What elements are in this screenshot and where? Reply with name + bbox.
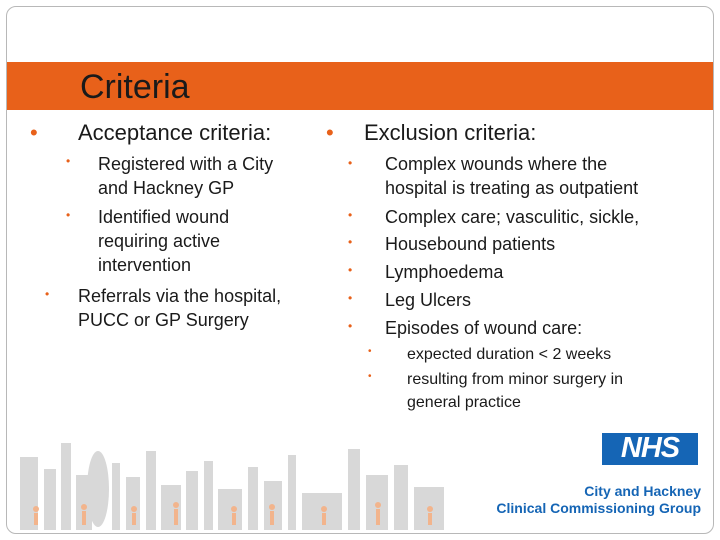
acceptance-item-1-line: Registered with a City [98,154,274,174]
acceptance-item-2 [98,205,229,277]
acceptance-item-2-line: intervention [98,255,192,275]
acceptance-item-1-line: and Hackney GP [98,178,235,198]
exclusion-item-2: Complex care; vasculitic, sickle, [385,207,640,227]
bullet-icon: • [348,291,353,305]
bullet-icon: • [348,263,353,277]
nhs-logo [602,433,698,465]
referrals-line: PUCC or GP Surgery [78,310,249,330]
acceptance-heading: Acceptance criteria: [78,120,272,145]
acceptance-item-1 [98,152,273,200]
bullet-icon: • [348,208,353,222]
nhs-logo-text: NHS [620,432,680,464]
exclusion-item-1 [385,152,638,200]
exclusion-heading: Exclusion criteria: [364,120,537,145]
bullet-icon: • [326,120,334,145]
bullet-icon: • [348,319,353,333]
exclusion-sub-item-2-line: resulting from minor surgery in [407,371,624,388]
acceptance-item-2-line: requiring active [98,231,221,251]
exclusion-item-1-line: hospital is treating as outpatient [385,178,639,198]
bullet-icon: • [66,154,71,168]
exclusion-item-6: Episodes of wound care: [385,318,583,338]
slide-title: Criteria [80,68,190,106]
exclusion-item-3: Housebound patients [385,234,556,254]
bullet-icon: • [348,156,353,170]
exclusion-sub-item-1: expected duration < 2 weeks [407,346,612,363]
title-bar [7,62,713,110]
exclusion-item-4: Lymphoedema [385,262,504,282]
acceptance-item-2-line: Identified wound [98,207,230,227]
referrals-item [78,284,281,332]
bullet-icon: • [66,208,71,222]
bullet-icon: • [45,287,50,301]
exclusion-item-5: Leg Ulcers [385,290,472,310]
bullet-icon: • [368,346,372,357]
bullet-icon: • [30,120,38,145]
exclusion-item-1-line: Complex wounds where the [385,154,608,174]
bullet-icon: • [368,371,372,382]
bullet-icon: • [348,235,353,249]
exclusion-sub-item-2-line: general practice [407,394,521,411]
referrals-line: Referrals via the hospital, [78,286,282,306]
org-name-line2: Clinical Commissioning Group [496,500,701,516]
city-skyline-illustration [6,405,476,530]
org-name-line1: City and Hackney [584,483,701,499]
